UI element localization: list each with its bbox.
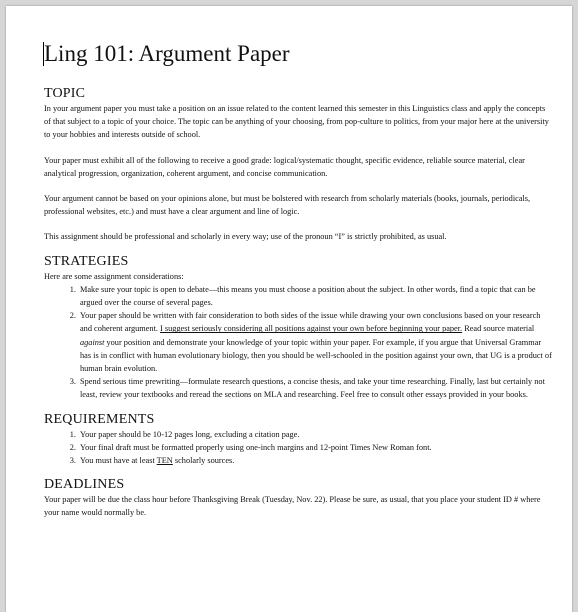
strategies-item-1: 1. Make sure your topic is open to debate—this means you must choose a position about the subject. In other words, find a topic that can be argued over the course of several pages. — [78, 283, 554, 309]
topic-heading: TOPIC — [44, 86, 86, 101]
topic-paragraph-2: Your paper must exhibit all of the following to receive a good grade: logical/systematic thought, specific evidence, reliable source material, clear analytical progression, organization, coherent argument, and concise communication. — [44, 155, 525, 178]
strategies-item-2-underlined: I suggest seriously considering all positions against your own before beginning your paper. — [160, 324, 463, 334]
requirements-item-2: 2. Your final draft must be formatted properly using one-inch margins and 12-point Times New Roman font. — [78, 441, 554, 454]
requirements-list — [44, 428, 554, 468]
document-title-text: Ling 101: Argument Paper — [44, 41, 290, 66]
deadlines-heading: DEADLINES — [44, 477, 125, 493]
strategies-item-2-text-c: your position and demonstrate your knowledge of your topic within your paper. For example, if you argue that Universal Grammar has is in conflict with human evolutionary biology, then you should be well-schooled in the position against your own, that UG is a product of human brain evolution. — [80, 337, 552, 374]
topic-paragraph-1: In your argument paper you must take a position on an issue related to the content learned this semester in this Linguistics class and apply the concepts of that subject to a topic of your choice. The topic can be anything of your choosing, from pop-culture to politics, from your major here at the university to your hobbies and interests outside of school. — [44, 104, 549, 140]
topic-paragraph-4: This assignment should be professional and scholarly in every way; use of the pronoun “I” is strictly prohibited, as usual. — [44, 232, 447, 242]
requirements-item-3-text-a: You must have at least — [80, 456, 157, 466]
document-body[interactable] — [44, 40, 554, 520]
document-page[interactable] — [6, 6, 572, 612]
requirements-item-3-underlined: TEN — [156, 456, 173, 466]
deadlines-paragraph: Your paper will be due the class hour before Thanksgiving Break (Tuesday, Nov. 22). Please be sure, as usual, that you place your student ID # where your name would normally be. — [44, 495, 541, 518]
strategies-item-2-text-a: Your paper should be written with fair consideration to both sides of the issue while drawing your own conclusions based on your research and coherent argument. — [80, 311, 541, 334]
strategies-item-2-italic: against — [80, 337, 105, 347]
requirements-item-3 — [78, 454, 554, 467]
requirements-item-3-text-b: scholarly sources. — [172, 456, 235, 466]
strategies-item-2-text-b: Read source material — [462, 324, 535, 334]
requirements-item-1: 1. Your paper should be 10-12 pages long, excluding a citation page. — [78, 428, 554, 441]
strategies-intro: Here are some assignment considerations: — [44, 271, 184, 281]
requirements-heading: REQUIREMENTS — [44, 411, 155, 427]
strategies-list — [44, 283, 554, 402]
document-title — [44, 40, 554, 68]
text-cursor — [43, 42, 44, 66]
strategies-item-3: 3. Spend serious time prewriting—formulate research questions, a concise thesis, and take your time researching. Finally, last but certainly not least, review your textbooks and reread the sections on MLA and researching. Feel free to consult other essays provided in your books. — [78, 375, 554, 401]
strategies-heading: STRATEGIES — [44, 253, 129, 269]
strategies-item-2 — [78, 309, 554, 375]
topic-paragraph-3: Your argument cannot be based on your opinions alone, but must be bolstered with research from scholarly materials (books, journals, periodicals, professional websites, etc.) and must have a clear argument and line of logic. — [44, 194, 531, 217]
